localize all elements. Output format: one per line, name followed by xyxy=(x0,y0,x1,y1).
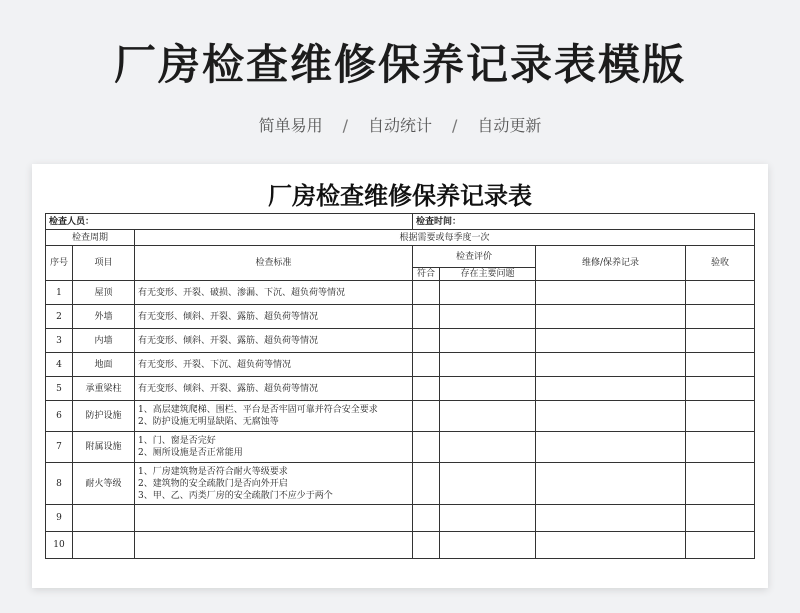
row-maintenance-cell[interactable] xyxy=(536,281,686,305)
row-conform-cell[interactable] xyxy=(413,329,440,353)
standard-line: 1、门、窗是否完好 xyxy=(138,436,216,446)
row-standard[interactable] xyxy=(135,377,413,401)
header-row xyxy=(46,246,755,268)
row-standard[interactable] xyxy=(135,463,413,505)
tagline xyxy=(0,113,800,136)
tag-easy: 简单易用 xyxy=(258,116,323,135)
row-issues-cell[interactable] xyxy=(440,377,536,401)
standard-line: 有无变形、开裂、下沉、超负荷等情况 xyxy=(138,359,292,370)
row-maintenance-cell[interactable] xyxy=(536,329,686,353)
row-item[interactable]: 耐火等级 xyxy=(73,463,135,505)
row-maintenance-cell[interactable] xyxy=(536,505,686,532)
row-number: 10 xyxy=(46,532,73,559)
header-seq: 序号 xyxy=(46,246,73,281)
banner-title: 厂房检查维修保养记录表模版 xyxy=(113,40,686,89)
row-number: 6 xyxy=(46,401,73,432)
record-table xyxy=(45,213,755,559)
row-number: 1 xyxy=(46,281,73,305)
header-issues: 存在主要问题 xyxy=(440,268,536,281)
row-number: 3 xyxy=(46,329,73,353)
row-acceptance-cell[interactable] xyxy=(686,505,755,532)
inspector-row xyxy=(46,214,755,230)
row-issues-cell[interactable] xyxy=(440,463,536,505)
row-standard[interactable] xyxy=(135,505,413,532)
table-row xyxy=(46,329,755,353)
row-acceptance-cell[interactable] xyxy=(686,463,755,505)
record-sheet xyxy=(32,164,768,588)
row-acceptance-cell[interactable] xyxy=(686,305,755,329)
row-item[interactable] xyxy=(73,532,135,559)
row-conform-cell[interactable] xyxy=(413,377,440,401)
row-maintenance-cell[interactable] xyxy=(536,305,686,329)
row-conform-cell[interactable] xyxy=(413,281,440,305)
standard-line: 有无变形、开裂、破损、渗漏、下沉、超负荷等情况 xyxy=(138,287,346,298)
header-item: 项目 xyxy=(73,246,135,281)
header-conform: 符合 xyxy=(413,268,440,281)
row-number: 9 xyxy=(46,505,73,532)
row-acceptance-cell[interactable] xyxy=(686,281,755,305)
row-conform-cell[interactable] xyxy=(413,432,440,463)
row-conform-cell[interactable] xyxy=(413,505,440,532)
row-maintenance-cell[interactable] xyxy=(536,401,686,432)
table-row xyxy=(46,505,755,532)
standard-line: 2、厕所设施是否正常能用 xyxy=(138,448,243,458)
table-row xyxy=(46,377,755,401)
table-row xyxy=(46,463,755,505)
row-number: 7 xyxy=(46,432,73,463)
table-row xyxy=(46,353,755,377)
standard-line: 有无变形、倾斜、开裂、露筋、超负荷等情况 xyxy=(138,383,319,394)
row-issues-cell[interactable] xyxy=(440,532,536,559)
row-standard[interactable] xyxy=(135,532,413,559)
row-item[interactable] xyxy=(73,505,135,532)
row-issues-cell[interactable] xyxy=(440,505,536,532)
sheet-title: 厂房检查维修保养记录表 xyxy=(268,181,532,210)
header-evaluation: 检查评价 xyxy=(413,246,536,268)
row-standard[interactable] xyxy=(135,305,413,329)
row-number: 4 xyxy=(46,353,73,377)
inspection-time-label[interactable]: 检查时间： xyxy=(413,214,755,230)
period-value[interactable]: 根据需要或每季度一次 xyxy=(135,230,755,246)
row-maintenance-cell[interactable] xyxy=(536,353,686,377)
period-row xyxy=(46,230,755,246)
table-row xyxy=(46,401,755,432)
period-label: 检查周期 xyxy=(46,230,135,246)
row-item[interactable]: 外墙 xyxy=(73,305,135,329)
table-row xyxy=(46,532,755,559)
row-standard[interactable] xyxy=(135,432,413,463)
row-issues-cell[interactable] xyxy=(440,432,536,463)
row-acceptance-cell[interactable] xyxy=(686,532,755,559)
row-issues-cell[interactable] xyxy=(440,401,536,432)
table-row xyxy=(46,305,755,329)
standard-line: 2、防护设施无明显缺陷、无腐蚀等 xyxy=(138,417,279,427)
row-standard[interactable] xyxy=(135,401,413,432)
row-number: 5 xyxy=(46,377,73,401)
header-maintenance: 维修/保养记录 xyxy=(536,246,686,281)
standard-line: 3、甲、乙、丙类厂房的安全疏散门不应少于两个 xyxy=(138,490,333,501)
row-item[interactable]: 地面 xyxy=(73,353,135,377)
row-acceptance-cell[interactable] xyxy=(686,432,755,463)
header-acceptance: 验收 xyxy=(686,246,755,281)
row-conform-cell[interactable] xyxy=(413,305,440,329)
row-standard[interactable] xyxy=(135,281,413,305)
table-row xyxy=(46,432,755,463)
row-acceptance-cell[interactable] xyxy=(686,353,755,377)
row-maintenance-cell[interactable] xyxy=(536,377,686,401)
row-number: 2 xyxy=(46,305,73,329)
standard-line: 1、高层建筑爬梯、围栏、平台是否牢固可靠并符合安全要求 xyxy=(138,405,378,415)
standard-line: 有无变形、倾斜、开裂、露筋、超负荷等情况 xyxy=(138,311,319,322)
tag-separator: / xyxy=(452,116,458,135)
inspector-label[interactable]: 检查人员： xyxy=(46,214,413,230)
row-standard[interactable] xyxy=(135,329,413,353)
row-acceptance-cell[interactable] xyxy=(686,329,755,353)
table-row xyxy=(46,281,755,305)
row-conform-cell[interactable] xyxy=(413,463,440,505)
standard-line: 1、厂房建筑物是否符合耐火等级要求 xyxy=(138,466,288,477)
row-issues-cell[interactable] xyxy=(440,353,536,377)
row-conform-cell[interactable] xyxy=(413,401,440,432)
tag-separator: / xyxy=(342,116,348,135)
standard-line: 2、建筑物的安全疏散门是否向外开启 xyxy=(138,478,288,489)
row-item[interactable]: 内墙 xyxy=(73,329,135,353)
row-standard[interactable] xyxy=(135,353,413,377)
row-issues-cell[interactable] xyxy=(440,329,536,353)
header-standard: 检查标准 xyxy=(135,246,413,281)
tag-auto-update: 自动更新 xyxy=(477,116,542,135)
row-issues-cell[interactable] xyxy=(440,281,536,305)
row-issues-cell[interactable] xyxy=(440,305,536,329)
row-maintenance-cell[interactable] xyxy=(536,532,686,559)
row-acceptance-cell[interactable] xyxy=(686,377,755,401)
row-maintenance-cell[interactable] xyxy=(536,463,686,505)
row-item[interactable]: 屋顶 xyxy=(73,281,135,305)
row-item[interactable]: 防护设施 xyxy=(73,401,135,432)
row-maintenance-cell[interactable] xyxy=(536,432,686,463)
row-number: 8 xyxy=(46,463,73,505)
row-item[interactable]: 附属设施 xyxy=(73,432,135,463)
tag-auto-stat: 自动统计 xyxy=(367,116,432,135)
row-item[interactable]: 承重梁柱 xyxy=(73,377,135,401)
row-acceptance-cell[interactable] xyxy=(686,401,755,432)
row-conform-cell[interactable] xyxy=(413,353,440,377)
standard-line: 有无变形、倾斜、开裂、露筋、超负荷等情况 xyxy=(138,335,319,346)
row-conform-cell[interactable] xyxy=(413,532,440,559)
